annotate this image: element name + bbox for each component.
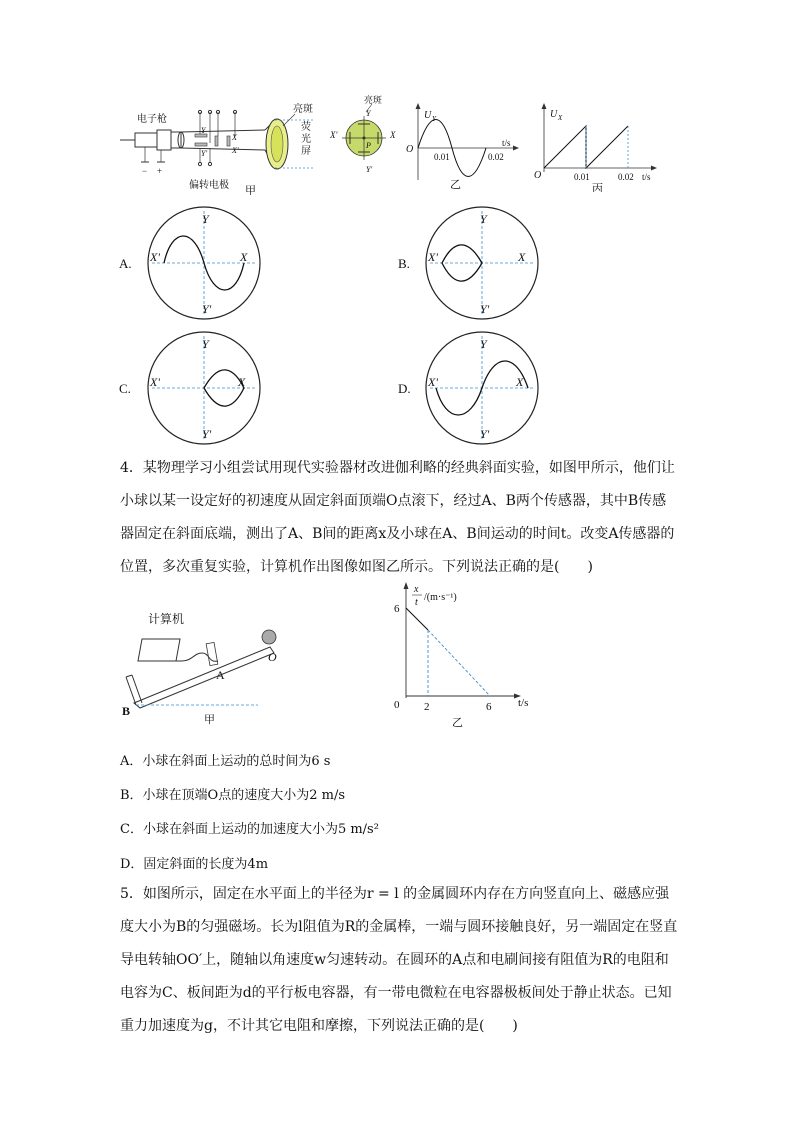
front-x-label: X: [390, 130, 396, 140]
screen-label-3: 屏: [301, 146, 311, 157]
sensor-b-label: B: [122, 704, 131, 718]
front-p-label: P: [366, 141, 371, 150]
uy-origin: O: [406, 144, 414, 155]
plate-yp-label: Y': [201, 149, 208, 158]
figure-caption-yi: 乙: [450, 179, 461, 190]
option-c-screen[interactable]: [146, 330, 262, 446]
option-b-letter[interactable]: B.: [398, 256, 410, 271]
svg-text:X: X: [240, 250, 248, 264]
uy-graph: [404, 100, 522, 190]
ux-ysub: X: [558, 114, 563, 122]
svg-text:Y: Y: [480, 212, 487, 226]
svg-text:Y': Y': [202, 427, 212, 441]
computer-label: 计算机: [148, 612, 185, 626]
yaxis-unit: /(m·s⁻¹): [424, 592, 457, 603]
figure-caption-q4-jia: 甲: [204, 714, 215, 725]
uy-ylabel: U: [424, 110, 432, 121]
deflection-electrode-label: 偏转电极: [189, 180, 229, 191]
point-o-label: O: [268, 650, 277, 664]
svg-text:Y: Y: [202, 337, 209, 351]
svg-text:Y': Y': [202, 302, 212, 316]
option-a-letter[interactable]: A.: [119, 256, 132, 271]
plate-xp-label: X': [232, 146, 239, 155]
uy-tick-1: 0.01: [434, 152, 450, 162]
option-b-screen[interactable]: [424, 205, 540, 321]
option-a-screen[interactable]: [146, 205, 262, 321]
y-tick-6: 6: [394, 603, 400, 615]
screen-front-view: [328, 94, 400, 180]
q4-option-b[interactable]: B．小球在顶端O点的速度大小为2 m/s: [120, 788, 345, 803]
plate-x-label: X: [232, 133, 237, 142]
front-spot-label: 亮斑: [364, 95, 383, 105]
x-tick-2: 2: [424, 701, 430, 713]
figure-caption-q4-yi: 乙: [452, 717, 463, 729]
option-d-letter[interactable]: D.: [398, 381, 411, 396]
figure-caption-bing: 丙: [592, 183, 603, 192]
q4-option-d[interactable]: D．固定斜面的长度为4m: [120, 857, 269, 872]
yaxis-denominator: t: [415, 597, 418, 608]
svg-text:X': X': [150, 375, 160, 389]
crt-apparatus-figure: [115, 100, 330, 195]
battery-plus-label: +: [157, 166, 163, 176]
front-xp-label: X': [330, 130, 338, 140]
ux-ylabel: U: [550, 109, 558, 120]
uy-tick-2: 0.02: [488, 152, 504, 162]
ux-origin: O: [534, 170, 542, 181]
svg-text:X: X: [518, 250, 526, 264]
incline-setup-figure: [118, 605, 293, 725]
ux-xlabel: t/s: [642, 172, 651, 182]
electron-gun-label: 电子枪: [137, 114, 167, 125]
option-d-screen[interactable]: [424, 330, 540, 446]
plate-y-label: Y: [201, 126, 206, 135]
screen-label-2: 光: [301, 134, 311, 145]
front-yp-label: Y': [366, 165, 373, 174]
ux-graph: [528, 102, 663, 192]
ux-tick-2: 0.02: [618, 172, 634, 182]
yaxis-numerator: x: [414, 584, 419, 595]
origin-label: 0: [394, 699, 400, 711]
uy-xlabel: t/s: [502, 138, 511, 148]
svg-text:Y: Y: [202, 212, 209, 226]
xaxis-label: t/s: [518, 697, 529, 709]
svg-text:Y: Y: [480, 337, 487, 351]
figure-caption-jia: 甲: [245, 185, 256, 195]
svg-text:X': X': [428, 375, 438, 389]
xt-graph: [390, 580, 535, 730]
svg-text:X: X: [516, 375, 524, 389]
bright-spot-label: 亮斑: [293, 104, 313, 115]
ux-tick-1: 0.01: [574, 172, 590, 182]
screen-label-1: 荧: [301, 122, 311, 133]
q4-option-c[interactable]: C．小球在斜面上运动的加速度大小为5 m/s²: [120, 822, 379, 837]
question-5-stem: 5．如图所示，固定在水平面上的半径为r = l 的金属圆环内存在方向竖直向上、磁感应强度大小为B的匀强磁场。长为l阻值为R的金属棒，一端与圆环接触良好，另一端固定在竖直导电转轴OO′上，随轴以角速度w匀速转动。在圆环的A点和电刷间接有阻值为R的电阻和电容为C、板间距为d的平行板电容器，有一带电微粒在电容器极板间处于静止状态。已知重力加速度为g，不计其它电阻和摩擦，下列说法正确的是( ): [120, 886, 678, 1034]
battery-minus-label: −: [142, 166, 148, 176]
svg-text:Y': Y': [480, 427, 490, 441]
svg-text:X': X': [150, 250, 160, 264]
x-tick-6: 6: [486, 701, 492, 713]
sensor-a-label: A: [216, 668, 225, 682]
svg-text:X': X': [428, 250, 438, 264]
question-4-stem: 4．某物理学习小组尝试用现代实验器材改进伽利略的经典斜面实验，如图甲所示，他们让小球以某一设定好的初速度从固定斜面顶端O点滚下，经过A、B两个传感器，其中B传感器固定在斜面底端，测出了A、B间的距离x及小球在A、B间运动的时间t。改变A传感器的位置，多次重复实验，计算机作出图像如图乙所示。下列说法正确的是( ): [120, 460, 675, 575]
svg-text:X: X: [238, 375, 246, 389]
front-y-label: Y: [366, 109, 371, 118]
uy-ysub: Y: [432, 115, 436, 123]
svg-text:Y': Y': [480, 302, 490, 316]
q4-option-a[interactable]: A．小球在斜面上运动的总时间为6 s: [120, 754, 331, 769]
option-c-letter[interactable]: C.: [119, 381, 131, 396]
